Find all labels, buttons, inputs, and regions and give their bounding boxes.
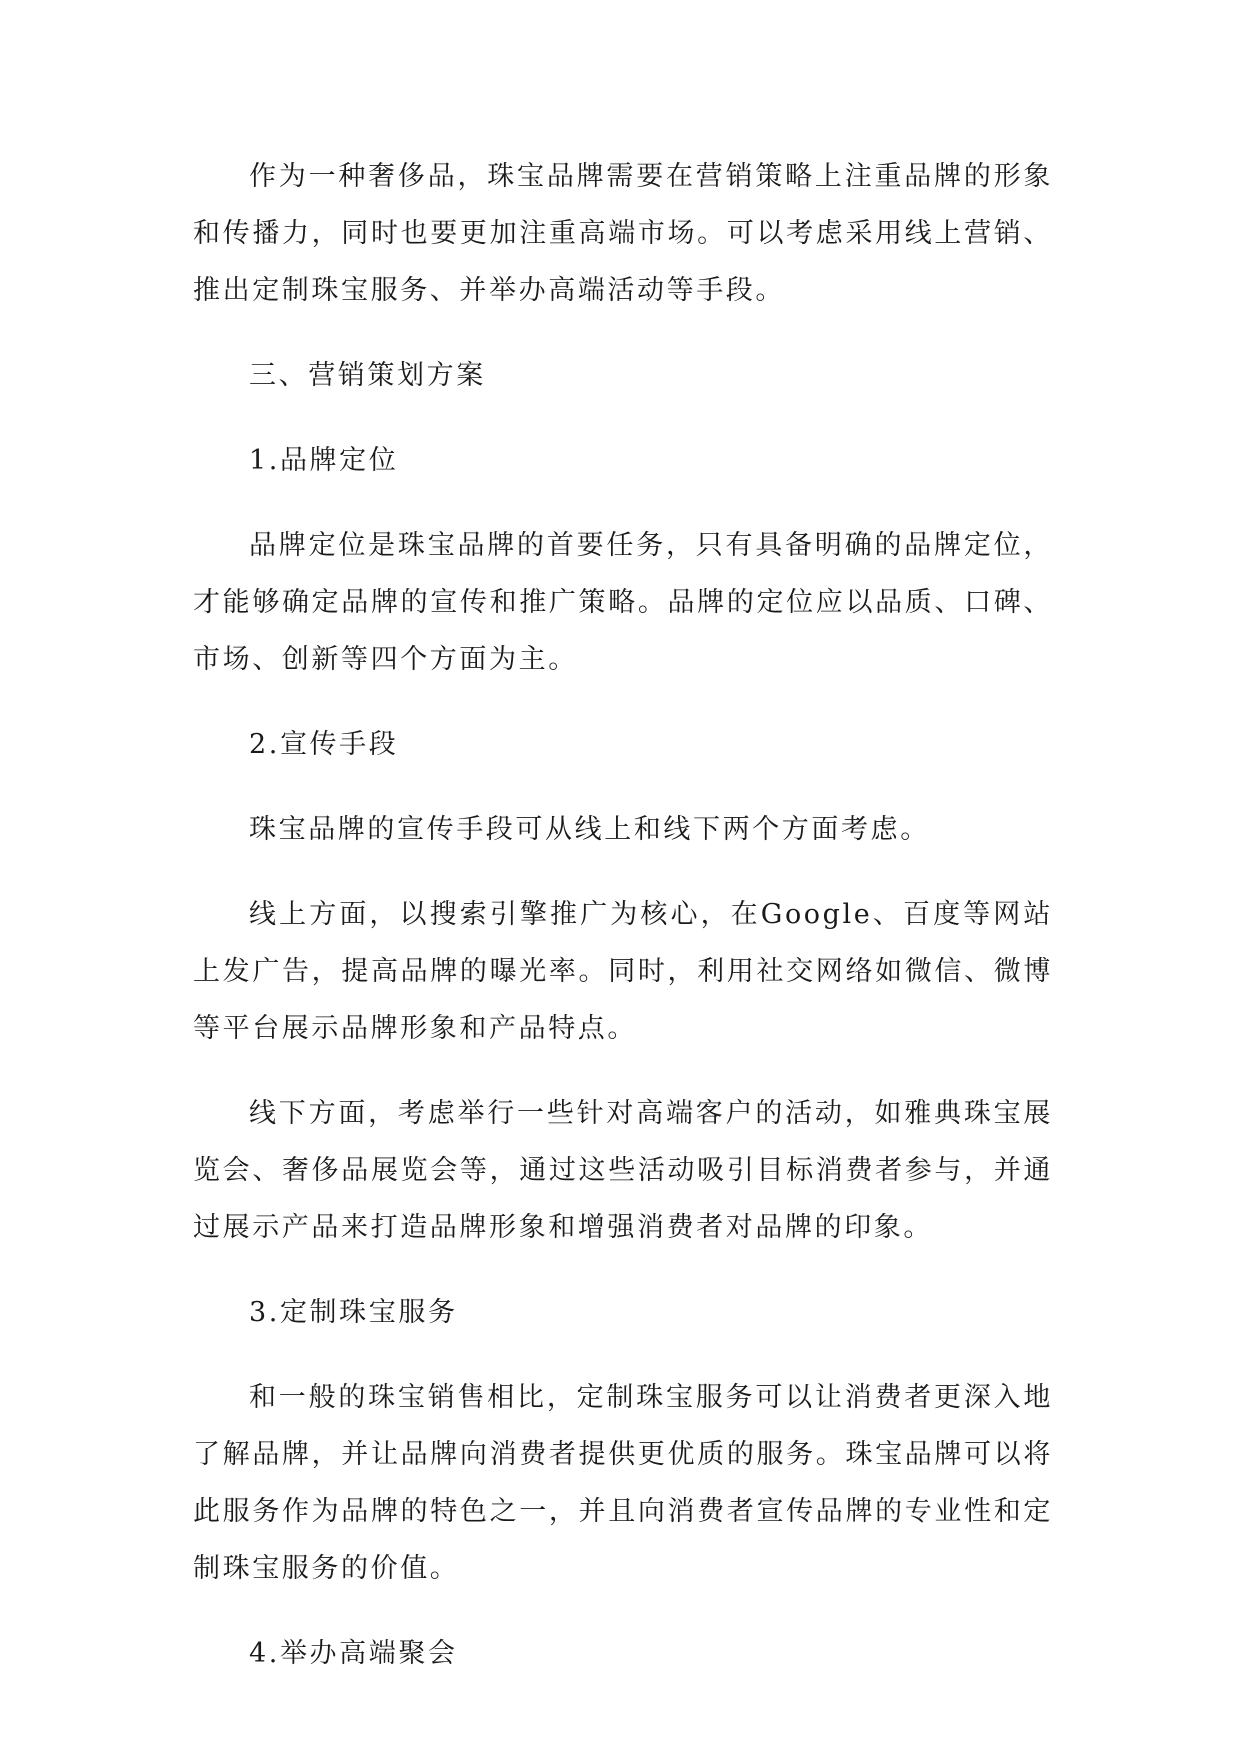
paragraph-custom-jewelry-service: 和一般的珠宝销售相比，定制珠宝服务可以让消费者更深入地了解品牌，并让品牌向消费者提供更优质的服务。珠宝品牌可以将此服务作为品牌的特色之一，并且向消费者宣传品牌的专业性和定制珠宝服务的价值。	[193, 1382, 1053, 1584]
document-body	[193, 148, 1053, 1682]
section-heading-marketing-plan: 三、营销策划方案	[249, 360, 486, 391]
paragraph-offline-promotion: 线下方面，考虑举行一些针对高端客户的活动，如雅典珠宝展览会、奢侈品展览会等，通过这些活动吸引目标消费者参与，并通过展示产品来打造品牌形象和增强消费者对品牌的印象。	[193, 1098, 1053, 1243]
paragraph-brand-positioning: 品牌定位是珠宝品牌的首要任务，只有具备明确的品牌定位，才能够确定品牌的宣传和推广策略。品牌的定位应以品质、口碑、市场、创新等四个方面为主。	[193, 530, 1053, 675]
paragraph-intro: 作为一种奢侈品，珠宝品牌需要在营销策略上注重品牌的形象和传播力，同时也要更加注重高端市场。可以考虑采用线上营销、推出定制珠宝服务、并举办高端活动等手段。	[193, 161, 1053, 306]
paragraph-online-promotion: 线上方面，以搜索引擎推广为核心，在Google、百度等网站上发广告，提高品牌的曝光率。同时，利用社交网络如微信、微博等平台展示品牌形象和产品特点。	[193, 899, 1053, 1044]
subheading-promotion-methods: 2.宣传手段	[249, 729, 399, 760]
subheading-brand-positioning: 1.品牌定位	[249, 445, 399, 476]
subheading-custom-jewelry-service: 3.定制珠宝服务	[249, 1297, 458, 1328]
subheading-high-end-gatherings: 4.举办高端聚会	[249, 1638, 458, 1669]
paragraph-promotion-overview: 珠宝品牌的宣传手段可从线上和线下两个方面考虑。	[249, 814, 930, 845]
